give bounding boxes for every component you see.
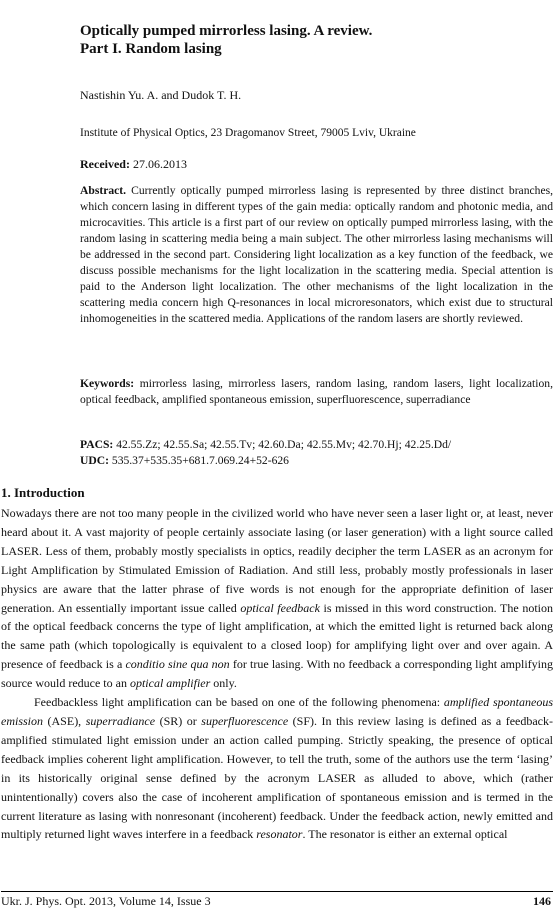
title-line-2: Part I. Random lasing	[80, 41, 222, 57]
p1-text: is missed in this word construction. The notion of the optical feedback concerns the type of light amplification, at which the emitted light is returned back along the same path (which topologically is equivalent to a closed loop) for amplifying light over and over again. A presence of feedback is a	[1, 600, 554, 672]
p1-text: Nowadays there are not too many people in the civilized world who have never seen a laser light or, at least, never heard about it. A vast majority of people certainly associate lasing (or laser generation) with a light source called LASER. Less of them, probably mostly specialists in optics, readily decipher the term LASER as an acronym for Light Amplification by Stimulated Emission of Radiation. And still less, probably mostly professionals in laser physics are aware that the latter phrase of five words is not enough for the appropriate definition of laser generation. An essentially important issue called	[1, 506, 553, 615]
pacs-codes: 42.55.Zz; 42.55.Sa; 42.55.Tv; 42.60.Da; 42.55.Mv; 42.70.Hj; 42.25.Dd/	[116, 438, 452, 451]
p2-emph: amplified spontaneous emission	[1, 695, 553, 728]
udc-line	[80, 453, 553, 469]
title-line-1: Optically pumped mirrorless lasing. A review.	[80, 23, 373, 39]
section-heading-introduction: 1. Introduction	[1, 485, 85, 500]
received-date: 27.06.2013	[132, 157, 187, 171]
footer-journal: Ukr. J. Phys. Opt. 2013, Volume 14, Issue 3	[1, 894, 211, 908]
udc-label: UDC:	[80, 454, 109, 467]
pacs-label: PACS:	[80, 438, 114, 451]
abstract	[80, 183, 553, 327]
affiliation: Institute of Physical Optics, 23 Dragomanov Street, 79005 Lviv, Ukraine	[80, 127, 416, 139]
p2-text: (SF). In this review lasing is defined as a feedback-amplified stimulated light emission under an action called pumping. Strictly speaking, the presence of optical feedback implies coherent light amplification. However, to tell the truth, some of the authors use the term ‘lasing’ in its historically original sense defined by the acronym LASER as alluded to above, which (rather unintentionally) covers also the case of incoherent amplification of spontaneous emission and is termed in the current literature as lasing with nonresonant (incoherent) feedback. Under the feedback action, newly emitted and multiply returned light waves interfere in a feedback	[1, 713, 553, 842]
p2-text: Feedbackless light amplification can be based on one of the following phenomena:	[34, 695, 444, 710]
classification-codes	[80, 437, 553, 469]
page-number: 146	[533, 894, 551, 908]
pacs-line	[80, 437, 553, 453]
p2-text: (SR) or	[155, 713, 202, 728]
footer-divider	[1, 891, 553, 892]
p1-emph: optical amplifier	[129, 676, 211, 691]
p2-text: (ASE),	[43, 713, 86, 728]
p1-emph: conditio sine qua non	[125, 657, 230, 672]
p2-text: . The resonator is either an external optical	[302, 827, 508, 842]
p1-text: for true lasing. With no feedback a corresponding light amplifying source would reduce to an	[1, 657, 553, 691]
abstract-text: Currently optically pumped mirrorless lasing is represented by three distinct branches, which concern lasing in different types of the gain media: optically random and photonic media, and microcavities. This article is a first part of our review on optically pumped mirrorless lasing, with the random lasing in scattering media being a main subject. The other mirrorless lasing mechanisms will be addressed in the second part. Considering light localization as a key function of the feedback, we discuss possible mechanisms for the light localization in the scattering media. Special attention is paid to the Anderson light localization. The other mechanisms of the light localization in the scattering media concern high Q-resonances in local microresonators, which exist due to structural inhomogeneities in the scattered media. Applications of the random lasers are shortly reviewed.	[80, 184, 554, 325]
introduction-body	[1, 504, 553, 844]
keywords-label: Keywords:	[80, 377, 135, 390]
keywords	[80, 376, 553, 408]
p2-emph: superfluorescence	[201, 713, 289, 728]
abstract-label: Abstract.	[80, 184, 127, 197]
paragraph-1	[1, 504, 553, 693]
authors: Nastishin Yu. A. and Dudok T. H.	[80, 88, 242, 102]
p2-emph: resonator	[256, 827, 303, 842]
keywords-text: mirrorless lasing, mirrorless lasers, random lasing, random lasers, light localization, optical feedback, amplified spontaneous emission, superfluorescence, superradiance	[80, 377, 553, 406]
udc-codes: 535.37+535.35+681.7.069.24+52-626	[111, 454, 289, 467]
paragraph-2	[1, 693, 553, 844]
p2-emph: superradiance	[85, 713, 156, 728]
received-label: Received:	[80, 157, 130, 171]
paper-title	[80, 22, 372, 58]
p1-text: only.	[210, 676, 237, 691]
received-date-line	[80, 157, 187, 172]
p1-emph: optical feedback	[240, 600, 320, 615]
